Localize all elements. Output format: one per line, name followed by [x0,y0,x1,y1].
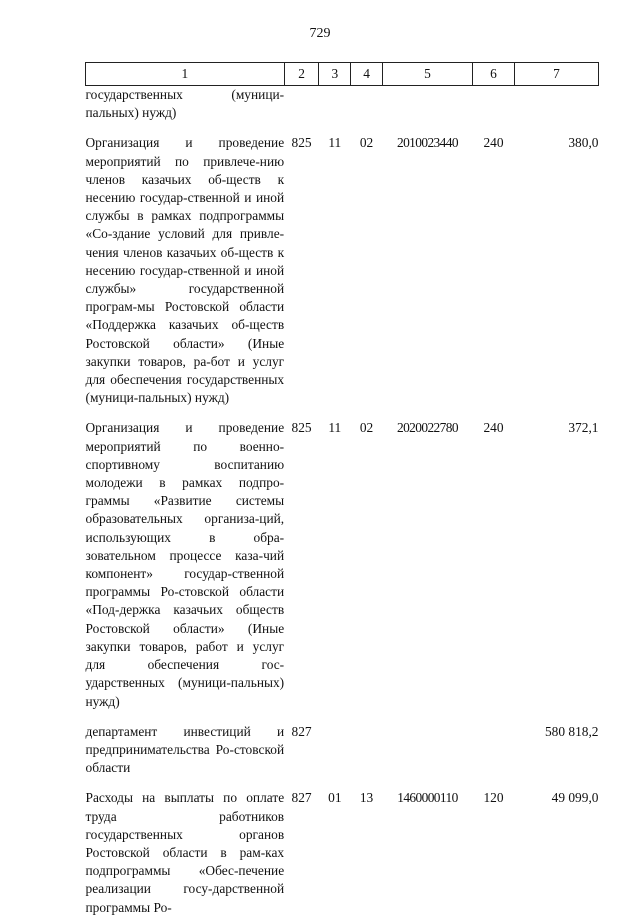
row-description: департамент инвестиций и предпринимательства Ро-стовской области [85,723,285,776]
row-section-code: 11 [328,135,342,151]
row-expense-type [473,711,515,778]
table-header-row [86,63,599,86]
row-target-article: 2020022780 [396,420,458,436]
row-amount: 49 099,0 [551,790,599,806]
row-subsection-code [351,86,383,123]
row-ministry-code: 825 [291,420,312,436]
row-expense-type [473,86,515,123]
row-target-article: 2010023440 [396,135,458,151]
row-amount: 380,0 [568,135,599,151]
header-col-4: 4 [351,63,383,86]
row-expense-type: 120 [483,790,504,806]
row-section-code: 11 [328,420,342,436]
row-description: государственных (муници-пальных) нужд) [85,87,285,121]
row-expense-type: 240 [483,420,504,436]
table-row [86,777,599,916]
row-ministry-code: 825 [291,135,312,151]
row-subsection-code [351,711,383,778]
row-ministry-code: 827 [291,723,312,739]
header-col-3: 3 [319,63,351,86]
budget-table [85,62,599,917]
row-description: Расходы на выплаты по оплате труда работников государственных органов Ростовской области в рам-ках подпрограммы «Обес-печение реализации госу-дарственной программы Ро- [85,790,285,915]
header-col-2: 2 [284,63,319,86]
row-ministry-code [284,86,319,123]
row-subsection-code: 02 [359,420,374,436]
row-expense-type: 240 [483,135,504,151]
header-col-6: 6 [473,63,515,86]
row-ministry-code: 827 [291,790,312,806]
row-target-article [382,711,472,778]
row-description: Организация и проведение мероприятий по военно-спортивному воспитанию молодежи в рамках подпро-граммы «Развитие системы образовательных организа-ций, использующих в обра-зовательном процессе каза-чий компонент» государ-ственной программы Ро-стовской области «Под-держка казачьих обществ Ростовской области» (Иные закупки товаров, работ и услуг для обеспечения гос-ударственных (муници-пальных) нужд) [85,420,285,709]
row-amount [514,86,598,123]
header-col-7: 7 [514,63,598,86]
table-row [86,122,599,407]
row-section-code: 01 [328,790,342,806]
row-section-code [319,86,351,123]
row-target-article [382,86,472,123]
table-row [86,86,599,123]
header-col-5: 5 [382,63,472,86]
row-amount: 580 818,2 [544,723,599,739]
table-row [86,407,599,710]
row-description: Организация и проведение мероприятий по привлече-нию членов казачьих об-ществ к несению государ-ственной и иной службы в рамках подпрограммы «Со-здание условий для привле-чения членов казачьих об-ществ к несению государ-ственной и иной службы» государственной програм-мы Ростовской области «Поддержка казачьих об-ществ Ростовской области» (Иные закупки товаров, ра-бот и услуг для обеспечения государственных (муници-пальных) нужд) [85,135,285,406]
row-amount: 372,1 [568,420,599,436]
page-number: 729 [309,26,331,41]
table-row [86,711,599,778]
row-subsection-code: 02 [359,135,374,151]
header-col-1: 1 [86,63,285,86]
row-target-article: 1460000110 [397,790,458,806]
row-subsection-code: 13 [359,790,374,806]
row-section-code [319,711,351,778]
